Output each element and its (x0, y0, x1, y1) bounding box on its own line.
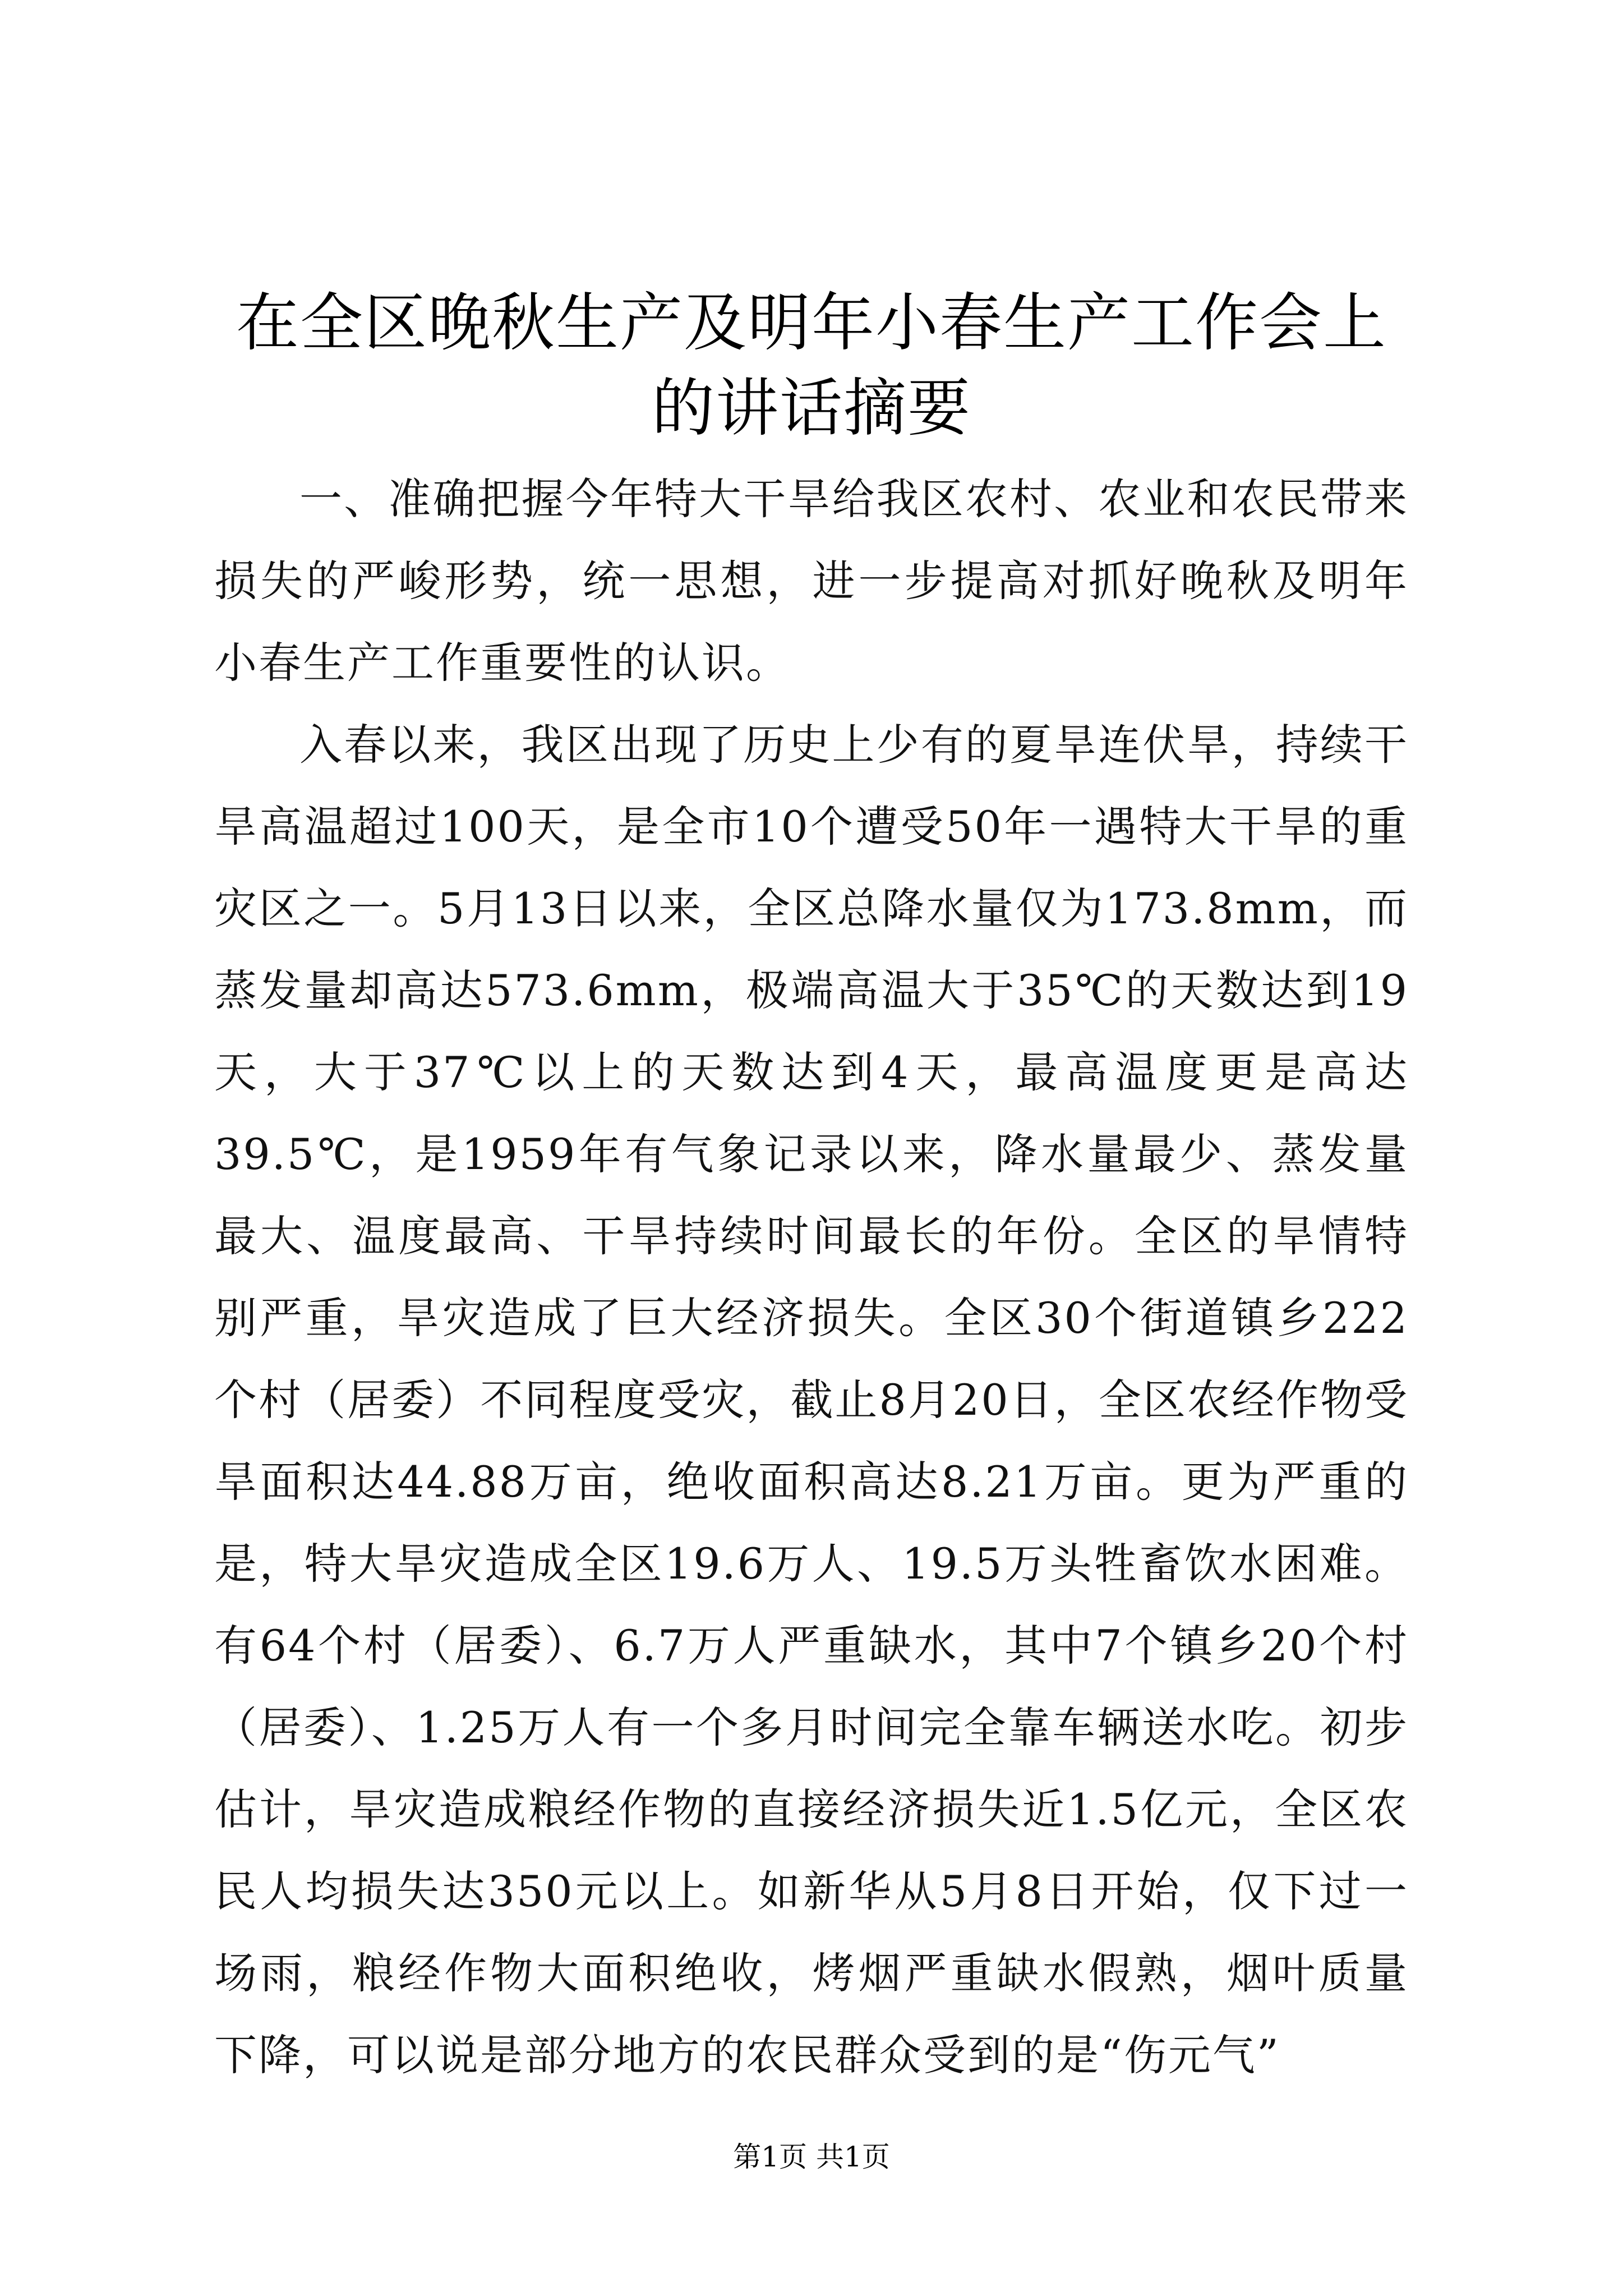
document-title: 在全区晚秋生产及明年小春生产工作会上的讲话摘要 (236, 287, 1387, 445)
paragraph-section-heading: 一、准确把握今年特大干旱给我区农村、农业和农民带来损失的严峻形势，统一思想，进一步提高对抓好晚秋及明年小春生产工作重要性的认识。 (214, 474, 1409, 688)
page-number-footer: 第1页 共1页 (733, 2141, 890, 2173)
paragraph-drought-situation: 入春以来，我区出现了历史上少有的夏旱连伏旱，持续干旱高温超过100天，是全市10个遭受50年一遇特大干旱的重灾区之一。5月13日以来，全区总降水量仅为173.8mm，而蒸发量却高达573.6mm，极端高温大于35℃的天数达到19天，大于37℃以上的天数达到4天，最高温度更是高达39.5℃，是1959年有气象记录以来，降水量最少、蒸发量最大、温度最高、干旱持续时间最长的年份。全区的旱情特别严重，旱灾造成了巨大经济损失。全区30个街道镇乡222个村（居委）不同程度受灾，截止8月20日，全区农经作物受旱面积达44.88万亩，绝收面积高达8.21万亩。更为严重的是，特大旱灾造成全区19.6万人、19.5万头牲畜饮水困难。有64个村（居委）、6.7万人严重缺水，其中7个镇乡20个村（居委）、1.25万人有一个多月时间完全靠车辆送水吃。初步估计，旱灾造成粮经作物的直接经济损失近1.5亿元，全区农民人均损失达350元以上。如新华从5月8日开始，仅下过一场雨，粮经作物大面积绝收，烤烟严重缺水假熟，烟叶质量下降，可以说是部分地方的农民群众受到的是“伤元气” (214, 720, 1409, 2080)
document-body (214, 458, 1409, 2096)
